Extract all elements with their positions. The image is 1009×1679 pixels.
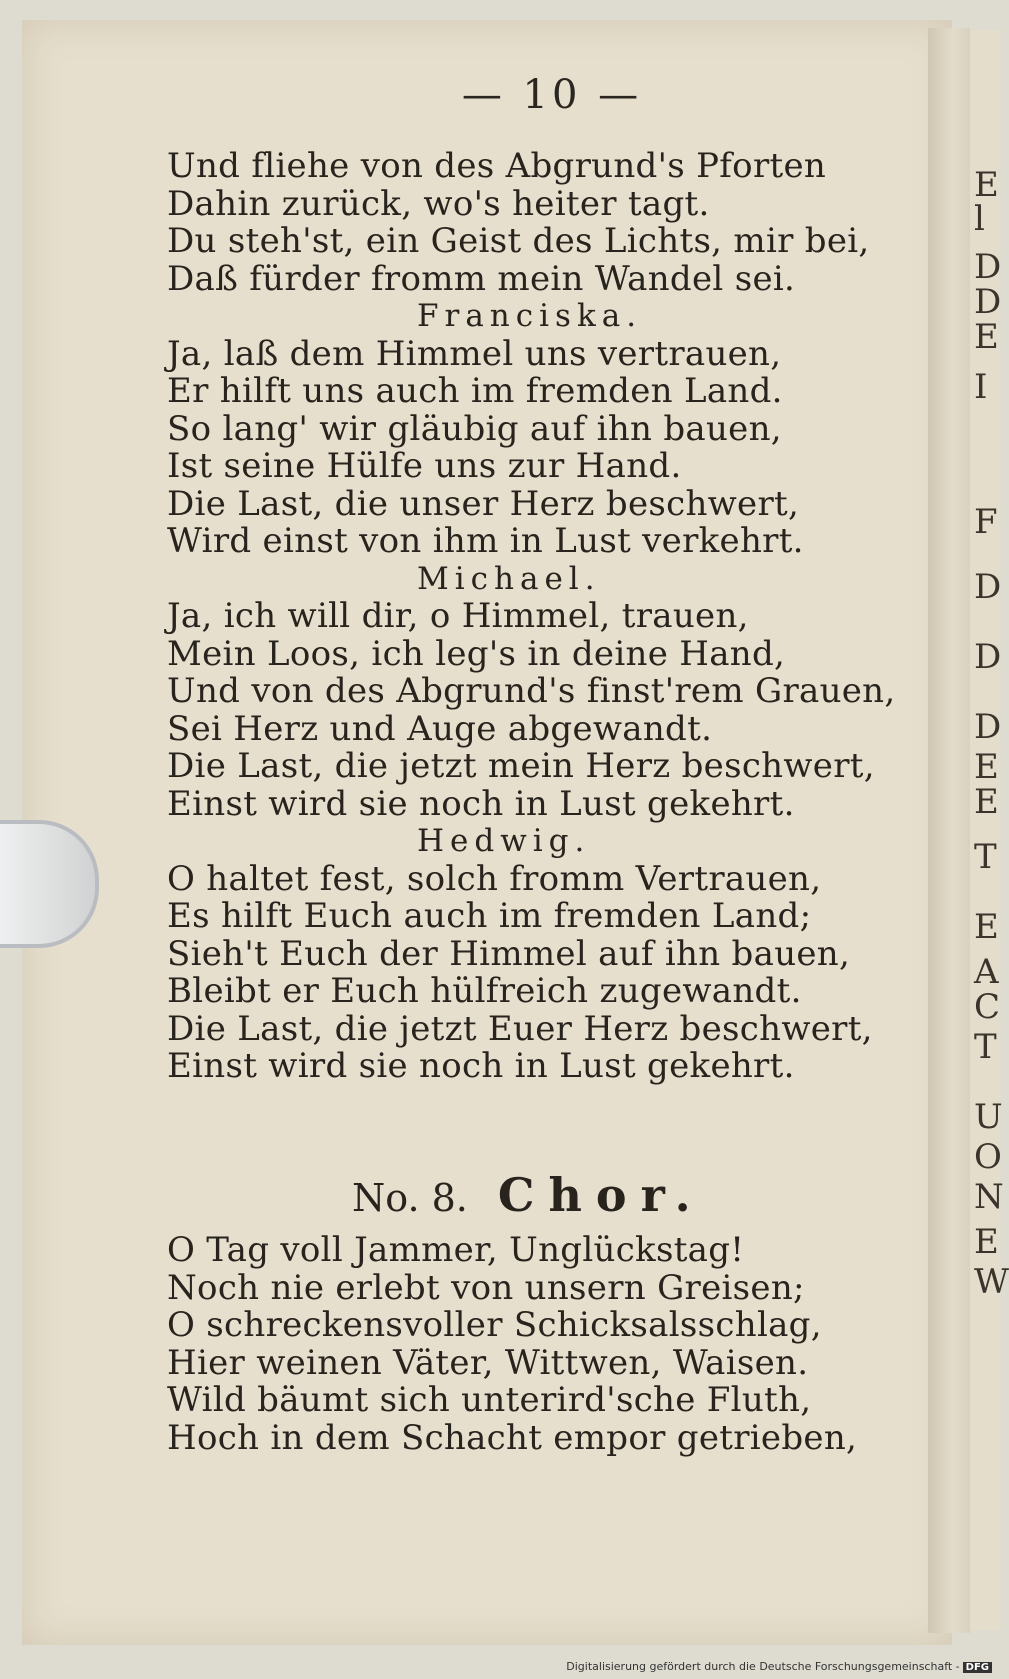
verse-line: Die Last, die unser Herz beschwert, bbox=[167, 483, 800, 524]
page-number: — 10 — bbox=[461, 72, 643, 118]
heading-number: No. 8. bbox=[352, 1176, 468, 1220]
book-gutter bbox=[928, 28, 970, 1633]
edge-letter: E bbox=[974, 782, 999, 822]
edge-letter: C bbox=[974, 987, 1001, 1027]
verse-line: Ja, laß dem Himmel uns vertrauen, bbox=[167, 333, 782, 374]
edge-letter: W bbox=[974, 1262, 1009, 1302]
footer-text: Digitalisierung gefördert durch die Deutsche Forschungsgemeinschaft - bbox=[566, 1660, 960, 1673]
speaker-name: Franciska. bbox=[417, 298, 643, 334]
edge-letter: U bbox=[974, 1097, 1003, 1137]
verse-line: Hoch in dem Schacht empor getrieben, bbox=[167, 1417, 858, 1458]
edge-letter: F bbox=[974, 502, 998, 542]
verse-line: O haltet fest, solch fromm Vertrauen, bbox=[167, 858, 822, 899]
verse-line: Ja, ich will dir, o Himmel, trauen, bbox=[167, 596, 749, 636]
verse-line: Einst wird sie noch in Lust gekehrt. bbox=[167, 1046, 795, 1086]
verse-section-1 bbox=[167, 146, 896, 1086]
edge-letter: E bbox=[974, 1222, 999, 1262]
verse-line: Du steh'st, ein Geist des Lichts, mir bei, bbox=[167, 221, 870, 261]
verse-line: Es hilft Euch auch im fremden Land; bbox=[167, 896, 812, 936]
edge-letter: I bbox=[974, 367, 988, 407]
verse-line: Wild bäumt sich unterird'sche Fluth, bbox=[167, 1380, 812, 1420]
edge-letter: N bbox=[974, 1177, 1004, 1217]
verse-line: Wird einst von ihm in Lust verkehrt. bbox=[167, 521, 804, 561]
edge-letter: E bbox=[974, 165, 999, 205]
verse-line: Und von des Abgrund's finst'rem Grauen, bbox=[167, 671, 896, 711]
next-page-edge bbox=[970, 30, 1009, 1630]
verse-line: Hier weinen Väter, Wittwen, Waisen. bbox=[167, 1342, 809, 1383]
verse-line: Sieh't Euch der Himmel auf ihn bauen, bbox=[167, 933, 851, 974]
verse-line: Die Last, die jetzt Euer Herz beschwert, bbox=[167, 1008, 873, 1049]
verse-section-2 bbox=[167, 1232, 867, 1457]
edge-letter: E bbox=[974, 747, 999, 787]
speaker-name: Hedwig. bbox=[417, 823, 591, 859]
edge-letter: D bbox=[974, 707, 1002, 747]
edge-letter: D bbox=[974, 637, 1002, 677]
book-page bbox=[22, 20, 952, 1645]
section-heading bbox=[352, 1168, 752, 1222]
edge-letter: T bbox=[974, 1027, 997, 1067]
verse-line: So lang' wir gläubig auf ihn bauen, bbox=[167, 408, 782, 449]
verse-line: Die Last, die jetzt mein Herz beschwert, bbox=[167, 746, 875, 786]
verse-line: Daß fürder fromm mein Wandel sei. bbox=[167, 258, 796, 299]
verse-line: Mein Loos, ich leg's in deine Hand, bbox=[167, 633, 786, 674]
verse-line: Er hilft uns auch im fremden Land. bbox=[167, 371, 783, 411]
verse-line: O Tag voll Jammer, Unglückstag! bbox=[167, 1230, 745, 1270]
verse-line: Und fliehe von des Abgrund's Pforten bbox=[167, 146, 827, 186]
edge-letter: l bbox=[974, 199, 985, 239]
verse-line: O schreckensvoller Schicksalsschlag, bbox=[167, 1305, 822, 1345]
edge-letter: D bbox=[974, 282, 1002, 322]
verse-line: Einst wird sie noch in Lust gekehrt. bbox=[167, 783, 795, 824]
heading-title: Chor. bbox=[497, 1168, 705, 1222]
verse-line: Dahin zurück, wo's heiter tagt. bbox=[167, 183, 710, 224]
footer-credit bbox=[566, 1660, 992, 1673]
verse-line: Noch nie erlebt von unsern Greisen; bbox=[167, 1267, 805, 1308]
edge-letter: E bbox=[974, 907, 999, 947]
dfg-logo: DFG bbox=[963, 1662, 992, 1673]
edge-letter: E bbox=[974, 317, 999, 357]
edge-letter: D bbox=[974, 567, 1002, 607]
verse-line: Sei Herz und Auge abgewandt. bbox=[167, 708, 713, 749]
edge-letter: D bbox=[974, 247, 1002, 287]
verse-line: Ist seine Hülfe uns zur Hand. bbox=[167, 446, 682, 486]
speaker-name: Michael. bbox=[417, 560, 601, 597]
edge-letter: T bbox=[974, 837, 997, 877]
edge-letter: A bbox=[974, 952, 999, 992]
edge-letter: O bbox=[974, 1137, 1002, 1177]
verse-line: Bleibt er Euch hülfreich zugewandt. bbox=[167, 971, 802, 1011]
